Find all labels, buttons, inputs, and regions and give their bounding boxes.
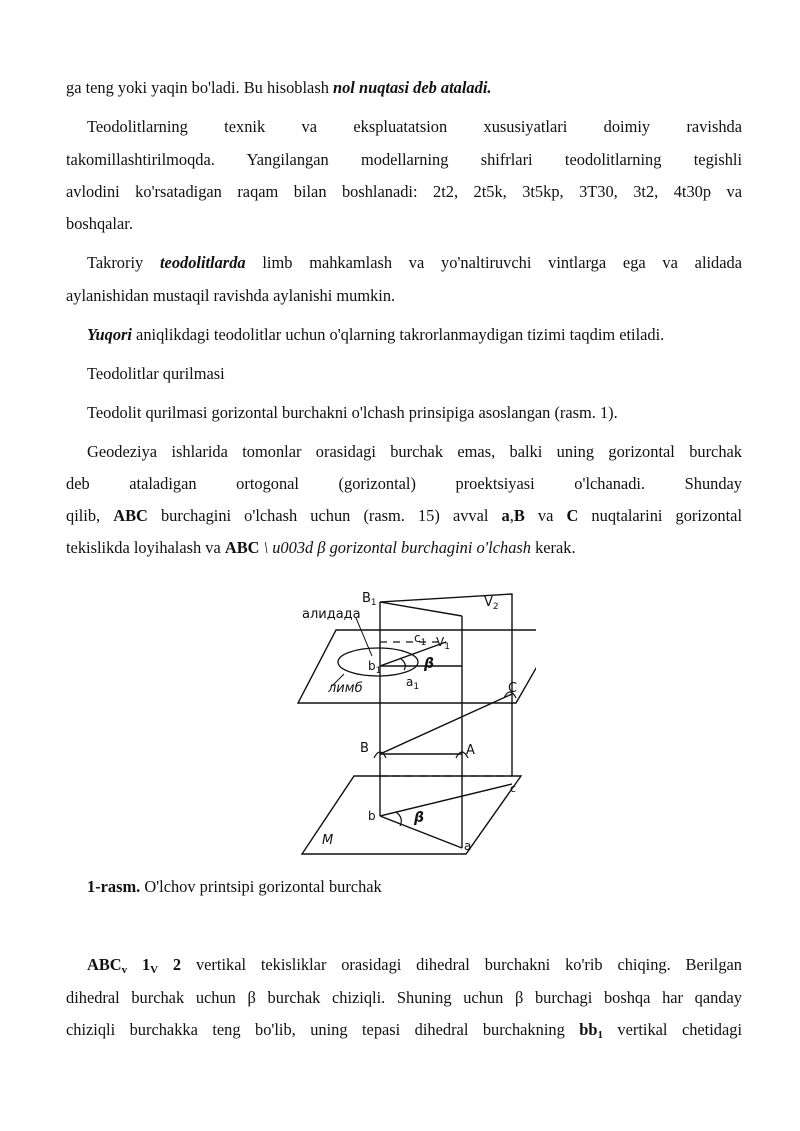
text-run: burchagini o'lchash uchun (rasm. 15) avval <box>147 506 502 525</box>
paragraph-7-line-3 <box>66 506 742 526</box>
text-run: qilib, <box>66 506 114 525</box>
label-alidada: алидада <box>302 607 361 622</box>
text-run: Takroriy <box>87 253 160 272</box>
label-beta-bottom: β <box>414 810 425 826</box>
text-run: nuqtalarini gorizontal <box>578 506 742 525</box>
paragraph-4 <box>87 325 742 345</box>
text-run: tekislikda loyihalash va <box>66 538 225 557</box>
emphasis-text: teodolitlarda <box>159 253 246 272</box>
lower-plane <box>302 776 521 854</box>
paragraph-7-line-4 <box>66 538 742 558</box>
bold-text: ABC <box>113 506 148 525</box>
section-heading: Teodolitlar qurilmasi <box>87 364 225 383</box>
paragraph-2-line-3: avlodini ko'rsatadigan raqam bilan boshlanadi: 2t2, 2t5k, 3t5kp, 3T30, 3t2, 4t30p va <box>66 182 742 201</box>
label-c: c <box>510 782 517 795</box>
text-run: kerak. <box>530 538 576 557</box>
emphasis-text: nol nuqtasi deb ataladi. <box>333 78 492 97</box>
label-b1: $b_1$ <box>368 659 382 676</box>
subscript: V <box>150 964 159 976</box>
paragraph-2-line-1: Teodolitlarning texnik va ekspluatatsion xususiyatlari doimiy ravishda <box>87 117 742 136</box>
angle-arc-top <box>400 658 405 670</box>
label-B1: $B_1$ <box>362 591 377 608</box>
paragraph-7-line-2: deb ataladigan ortogonal (gorizontal) proektsiyasi o'lchanadi. Shunday <box>66 474 742 493</box>
label-M: M <box>322 833 334 848</box>
plane-v1-edge <box>380 602 462 616</box>
paragraph-3-line-2: aylanishidan mustaqil ravishda aylanishi mumkin. <box>66 286 396 305</box>
bold-text: 1 <box>127 955 151 974</box>
bold-text: B <box>513 506 525 525</box>
text-run: aniqlikdagi teodolitlar uchun o'qlarning takrorlanmaydigan tizimi taqdim etiladi. <box>131 325 665 344</box>
bold-text: 2 <box>158 955 182 974</box>
bold-text: ABC <box>224 538 260 557</box>
figure-caption <box>87 877 742 897</box>
figure-horizontal-angle <box>296 586 536 864</box>
text-run: va <box>524 506 567 525</box>
bold-text: ABC <box>87 955 122 974</box>
text-run: , <box>509 506 514 525</box>
label-V2: $V_2$ <box>484 595 499 612</box>
label-A: A <box>466 743 475 758</box>
label-V1: $V_1$ <box>436 635 450 652</box>
label-a1: $a_1$ <box>406 675 420 692</box>
caption-text: O'lchov printsipi gorizontal burchak <box>140 877 382 896</box>
bold-text: bb <box>579 1020 598 1039</box>
subscript: v <box>121 964 128 976</box>
caption-label: 1-rasm. <box>87 877 141 896</box>
paragraph-8-line-3 <box>66 1020 742 1040</box>
label-c1: $c_1$ <box>414 631 427 648</box>
text-run: vertikal tekisliklar orasidagi dihedral burchakni ko'rib chiqing. Berilgan <box>181 955 742 974</box>
text-run: vertikal chetidagi <box>602 1020 743 1039</box>
label-B: B <box>360 741 369 756</box>
paragraph-7-line-1: Geodeziya ishlarida tomonlar orasidagi burchak emas, balki uning gorizontal burchak <box>87 442 742 461</box>
label-C: C <box>508 681 518 696</box>
paragraph-8-line-2: dihedral burchak uchun β burchak chiziqli. Shuning uchun β burchagi boshqa har qanday <box>66 988 742 1007</box>
text-run: chiziqli burchakka teng bo'lib, uning tepasi dihedral burchakning <box>66 1020 580 1039</box>
text-run: limb mahkamlash va yo'naltiruvchi vintlarga ega va alidada <box>245 253 743 272</box>
paragraph-2-line-4: boshqalar. <box>66 214 133 233</box>
subscript: 1 <box>597 1029 603 1041</box>
paragraph-1-line-1 <box>66 78 742 98</box>
paragraph-8-line-1 <box>87 955 742 975</box>
label-limb: лимб <box>328 681 363 696</box>
emphasis-text: Yuqori <box>87 325 132 344</box>
paragraph-6: Teodolit qurilmasi gorizontal burchakni o'lchash prinsipiga asoslangan (rasm. 1). <box>87 403 618 422</box>
label-beta-top: β <box>424 656 435 672</box>
italic-text: \ u003d β gorizontal burchagini o'lchash <box>259 538 531 557</box>
bold-text: a <box>501 506 510 525</box>
line-lower-bc <box>380 784 512 816</box>
label-a: a <box>464 839 472 853</box>
bold-text: C <box>566 506 579 525</box>
paragraph-3-line-1 <box>87 253 742 273</box>
text-run: ga teng yoki yaqin bo'ladi. Bu hisoblash <box>66 78 333 97</box>
label-b: b <box>368 809 376 823</box>
paragraph-2-line-2: takomillashtirilmoqda. Yangilangan modellarning shifrlari teodolitlarning tegishli <box>66 150 742 169</box>
